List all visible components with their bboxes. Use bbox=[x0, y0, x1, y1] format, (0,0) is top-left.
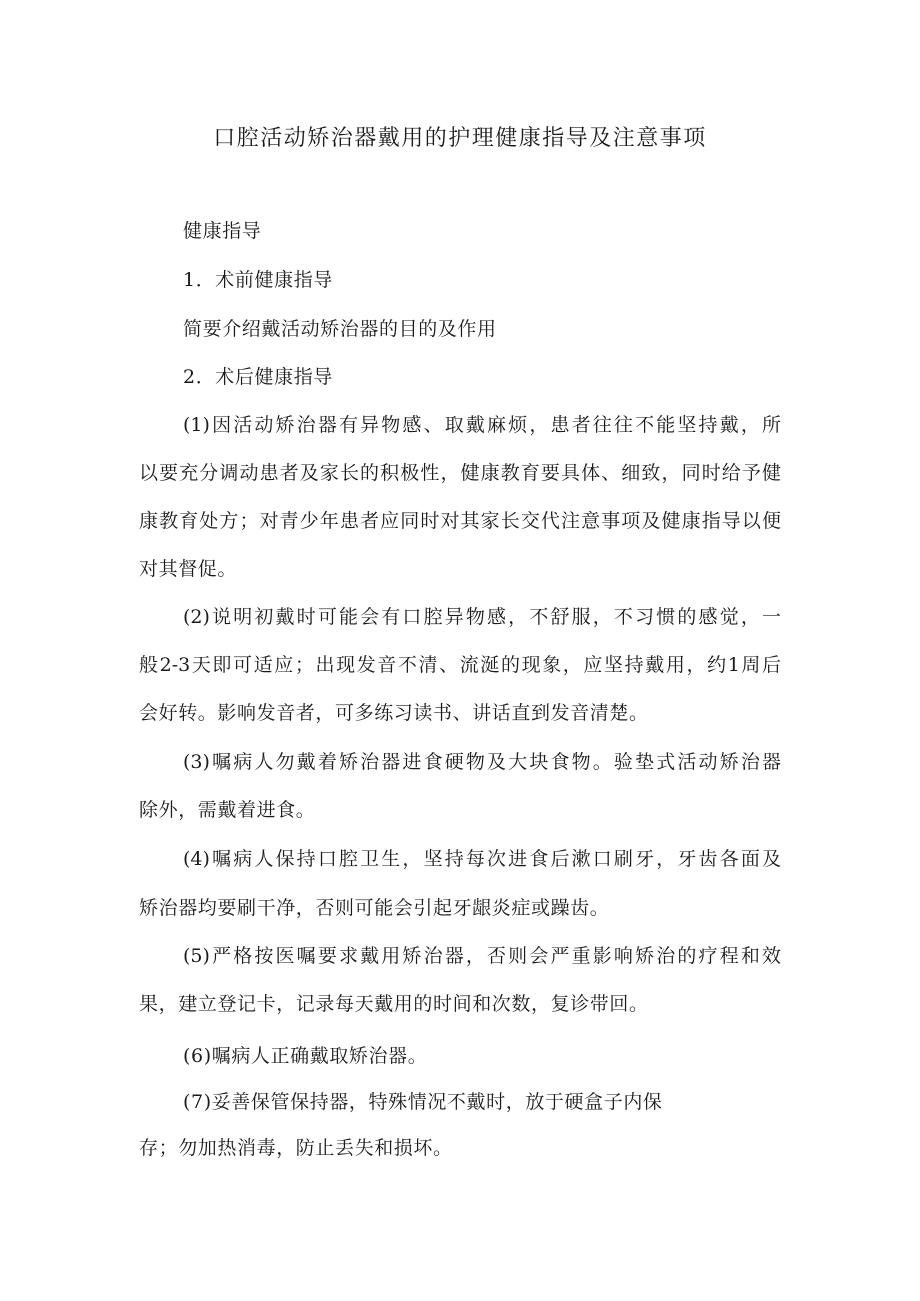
p1-line-3: 康教育处方；对青少年患者应同时对其家长交代注意事项及健康指导以便 bbox=[139, 510, 781, 532]
p2-line-1: (2)说明初戴时可能会有口腔异物感，不舒服，不习惯的感觉，一 bbox=[183, 606, 781, 628]
item1-heading: 1．术前健康指导 bbox=[183, 269, 333, 291]
p2-line-3: 会好转。影响发音者，可多练习读书、讲话直到发音清楚。 bbox=[139, 702, 649, 724]
section-heading: 健康指导 bbox=[183, 220, 262, 242]
p3-line-2: 除外，需戴着进食。 bbox=[139, 799, 316, 821]
p1-line-1: (1)因活动矫治器有异物感、取戴麻烦，患者往往不能坚持戴，所 bbox=[183, 414, 781, 436]
p4-line-1: (4)嘱病人保持口腔卫生，坚持每次进食后漱口刷牙，牙齿各面及 bbox=[183, 848, 781, 870]
item2-heading: 2．术后健康指导 bbox=[183, 366, 333, 388]
document-title: 口腔活动矫治器戴用的护理健康指导及注意事项 bbox=[213, 126, 707, 151]
p3-line-1: (3)嘱病人勿戴着矫治器进食硬物及大块食物。验垫式活动矫治器 bbox=[183, 751, 781, 773]
p5-line-2: 果，建立登记卡，记录每天戴用的时间和次数，复诊带回。 bbox=[139, 993, 649, 1015]
p6-line-1: (6)嘱病人正确戴取矫治器。 bbox=[183, 1045, 428, 1067]
p7-line-2: 存；勿加热消毒，防止丢失和损坏。 bbox=[139, 1137, 453, 1159]
p4-line-2: 矫治器均要刷干净，否则可能会引起牙龈炎症或躁齿。 bbox=[139, 897, 610, 919]
item1-text: 简要介绍戴活动矫治器的目的及作用 bbox=[183, 318, 497, 340]
p2-line-2: 般2-3天即可适应；出现发音不清、流涎的现象，应坚持戴用，约1周后 bbox=[139, 654, 781, 676]
p1-line-2: 以要充分调动患者及家长的积极性，健康教育要具体、细致，同时给予健 bbox=[139, 462, 781, 484]
p7-line-1: (7)妥善保管保持器，特殊情况不戴时，放于硬盒子内保 bbox=[183, 1091, 663, 1113]
p1-line-4: 对其督促。 bbox=[139, 558, 238, 580]
p5-line-1: (5)严格按医嘱要求戴用矫治器，否则会严重影响矫治的疗程和效 bbox=[183, 945, 781, 967]
